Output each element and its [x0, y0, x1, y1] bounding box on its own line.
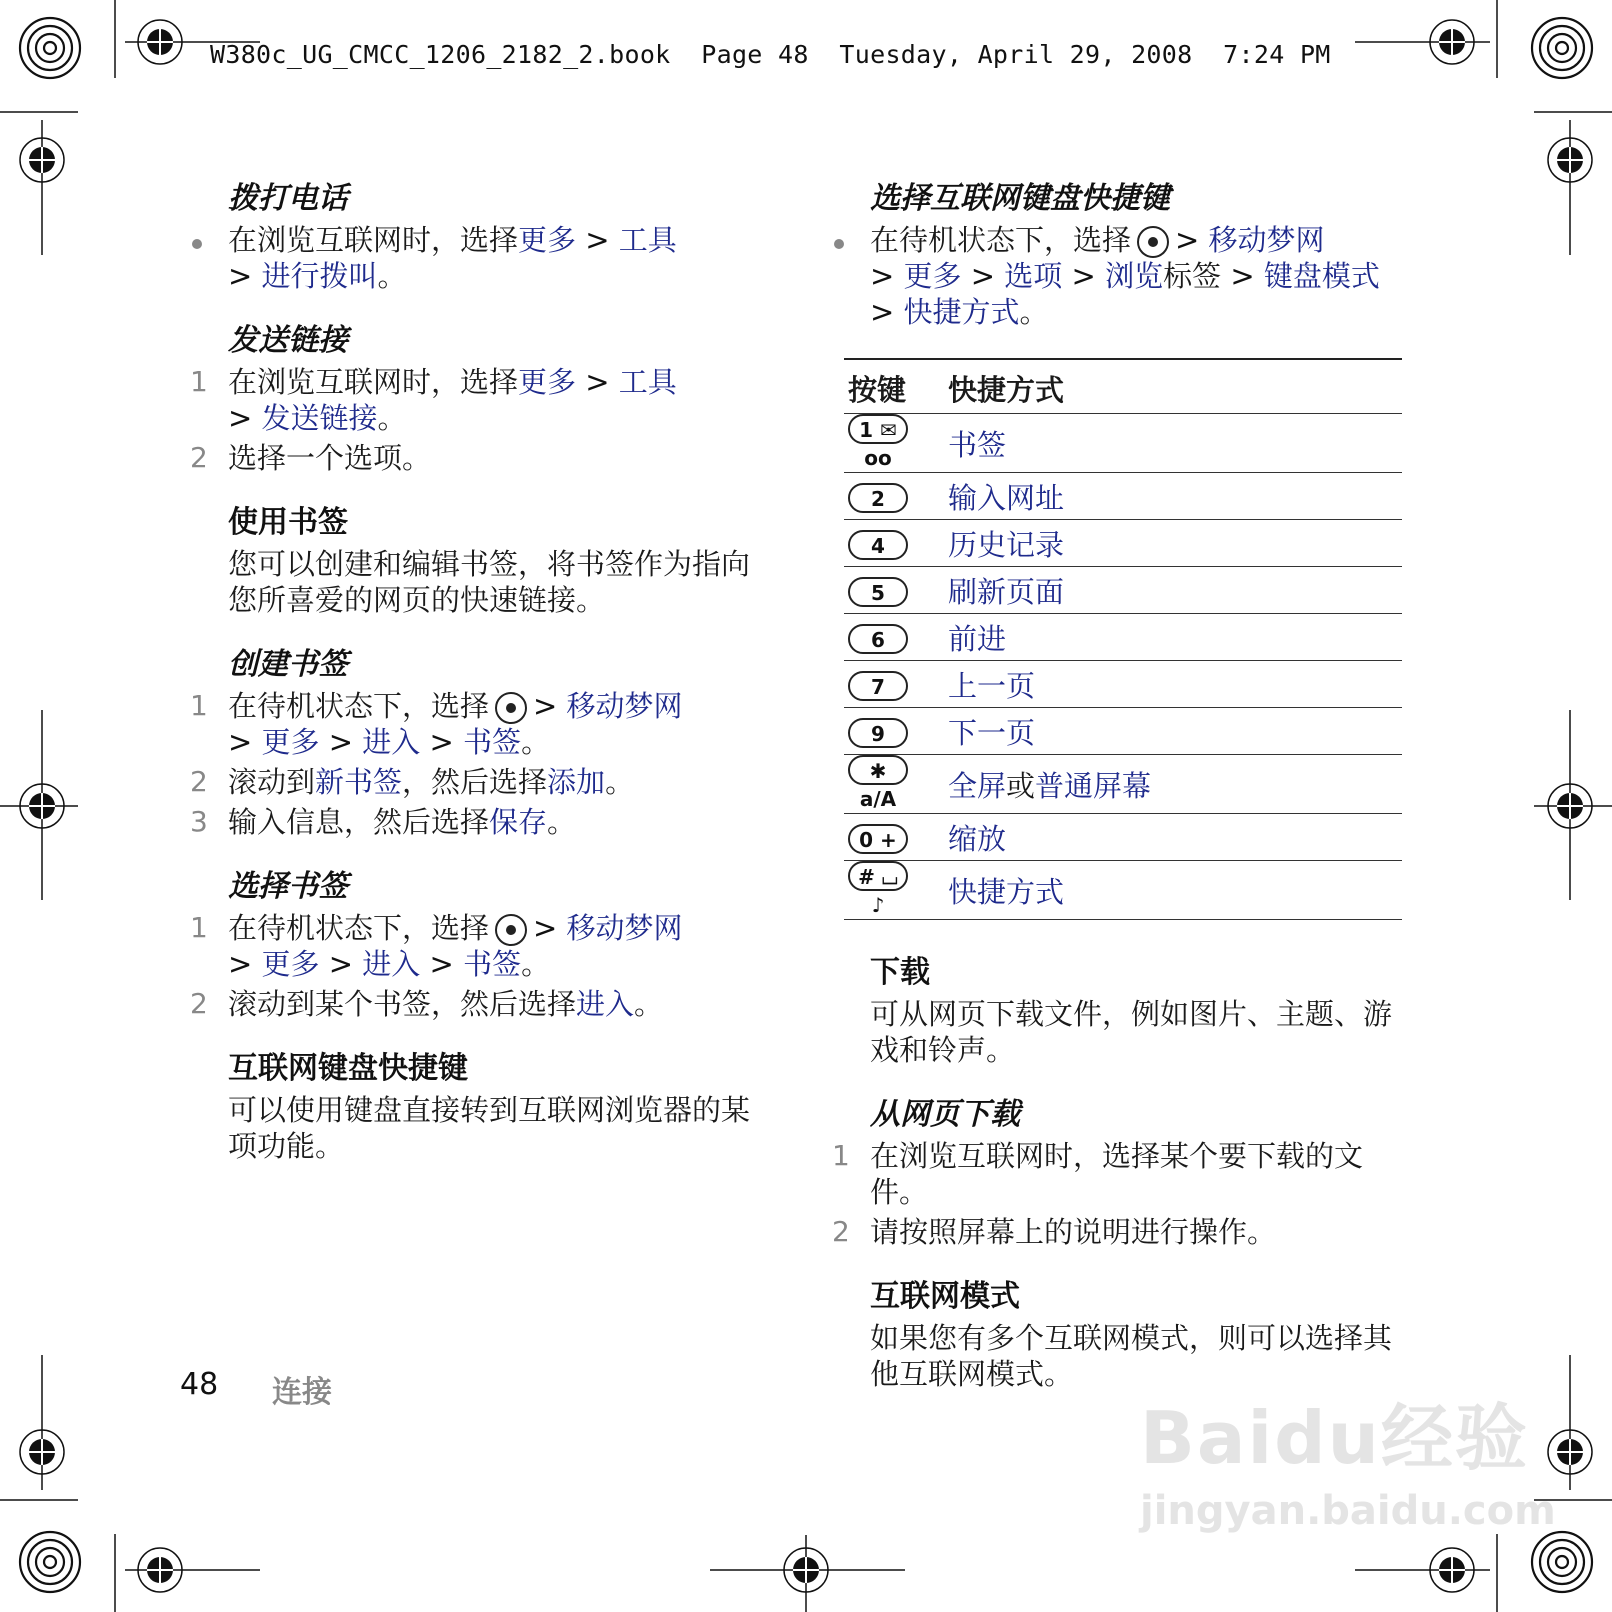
menu-link: 移动梦网 — [566, 689, 683, 723]
menu-link: 移动梦网 — [566, 911, 683, 945]
menu-link: 进入 — [362, 725, 421, 759]
section-download — [832, 954, 1432, 1068]
step-number: 1 — [190, 365, 208, 398]
column-header-shortcut: 快捷方式 — [944, 359, 1402, 414]
heading-send-link: 发送链接 — [228, 323, 348, 358]
shortcut-action: 上一页 — [944, 661, 1402, 708]
list-item: 2 滚动到新书签，然后选择添加。 — [190, 765, 635, 799]
bullet-icon — [832, 222, 870, 330]
shortcut-action: 历史记录 — [944, 520, 1402, 567]
menu-link: 更多 — [261, 947, 320, 981]
menu-link: 书签 — [463, 725, 522, 759]
list-item: 在待机状态下，选择 > 移动梦网 > 更多 > 选项 > 浏览标签 > 键盘模式 > 快捷方式。 — [832, 222, 1432, 330]
watermark-url: jingyan.baidu.com — [1140, 1488, 1556, 1534]
step-number: 3 — [190, 805, 208, 838]
list-item: 1 在浏览互联网时，选择更多 > 工具 > 发送链接。 — [190, 365, 677, 435]
heading-shortcuts: 互联网键盘快捷键 — [228, 1051, 468, 1086]
shortcut-table — [844, 358, 1402, 920]
right-column — [832, 180, 1432, 1420]
list-item: 2 滚动到某个书签，然后选择进入。 — [190, 987, 664, 1021]
menu-link: 工具 — [618, 223, 677, 257]
heading-internet-modes: 互联网模式 — [870, 1279, 1020, 1314]
keypad-key-icon: 0 + — [848, 824, 908, 854]
menu-link: 发送链接 — [261, 401, 378, 435]
heading-create-bookmark: 创建书签 — [228, 647, 348, 682]
watermark-logo: Baidu经验 — [1140, 1396, 1529, 1480]
step-number: 2 — [190, 987, 208, 1020]
keypad-key-icon: 7 — [848, 671, 908, 701]
menu-link: 选项 — [1004, 259, 1063, 293]
keypad-key-icon: 6 — [848, 624, 908, 654]
table-row — [844, 814, 1402, 861]
menu-link: 进入 — [576, 987, 635, 1021]
shortcut-action: 快捷方式 — [944, 861, 1402, 920]
keypad-key-icon: 1 ✉oo — [848, 414, 908, 444]
menu-link: 快捷方式 — [903, 295, 1020, 329]
navigation-key-icon — [1137, 226, 1169, 258]
table-row — [844, 567, 1402, 614]
table-row — [844, 861, 1402, 920]
paragraph: 可从网页下载文件，例如图片、主题、游戏和铃声。 — [870, 997, 1393, 1067]
step-number: 2 — [190, 765, 208, 798]
step-number: 2 — [832, 1215, 850, 1248]
menu-link: 更多 — [261, 725, 320, 759]
left-column — [190, 180, 790, 1192]
menu-link: 键盘模式 — [1263, 259, 1380, 293]
step-number: 2 — [190, 441, 208, 474]
menu-link: 移动梦网 — [1208, 223, 1325, 257]
list-item: 1 在浏览互联网时，选择某个要下载的文件。 — [832, 1139, 1364, 1209]
navigation-key-icon — [495, 914, 527, 946]
page-number: 48 — [180, 1367, 219, 1402]
section-bookmarks — [190, 504, 790, 618]
menu-link: 保存 — [489, 805, 548, 839]
menu-link: 更多 — [518, 365, 577, 399]
menu-link: 进行拨叫 — [261, 259, 378, 293]
section-choose-shortcut — [832, 180, 1432, 330]
shortcut-action: 输入网址 — [944, 473, 1402, 520]
table-row — [844, 708, 1402, 755]
shortcut-action: 刷新页面 — [944, 567, 1402, 614]
keypad-key-icon: 9 — [848, 718, 908, 748]
table-row — [844, 755, 1402, 814]
menu-link: 浏览 — [1105, 259, 1164, 293]
bullet-icon — [190, 222, 228, 294]
menu-link: 进入 — [362, 947, 421, 981]
step-number: 1 — [190, 911, 208, 944]
heading-bookmarks: 使用书签 — [228, 505, 348, 540]
section-download-from-page — [832, 1096, 1432, 1250]
section-label: 连接 — [272, 1375, 332, 1410]
list-item: 2 请按照屏幕上的说明进行操作。 — [832, 1215, 1277, 1249]
navigation-key-icon — [495, 692, 527, 724]
shortcut-action: 全屏或普通屏幕 — [944, 755, 1402, 814]
heading-choose-shortcut: 选择互联网键盘快捷键 — [870, 181, 1170, 216]
keypad-key-icon: 5 — [848, 577, 908, 607]
section-shortcuts — [190, 1050, 790, 1164]
step-number: 1 — [832, 1139, 850, 1172]
heading-call: 拨打电话 — [228, 181, 348, 216]
shortcut-action: 下一页 — [944, 708, 1402, 755]
menu-link: 添加 — [547, 765, 606, 799]
table-row — [844, 614, 1402, 661]
table-row — [844, 661, 1402, 708]
list-item: 3 输入信息，然后选择保存。 — [190, 805, 577, 839]
shortcut-action: 前进 — [944, 614, 1402, 661]
watermark — [1140, 1380, 1556, 1534]
menu-link: 书签 — [463, 947, 522, 981]
column-header-key: 按键 — [844, 359, 944, 414]
paragraph: 您可以创建和编辑书签，将书签作为指向您所喜爱的网页的快速链接。 — [228, 547, 751, 617]
menu-link: 新书签 — [315, 765, 403, 799]
page-header: W380c_UG_CMCC_1206_2182_2.book Page 48 Tuesday, April 29, 2008 7:24 PM — [210, 40, 1331, 69]
shortcut-action: 书签 — [944, 414, 1402, 473]
section-internet-modes — [832, 1278, 1432, 1392]
list-item: 1 在待机状态下，选择 > 移动梦网 > 更多 > 进入 > 书签。 — [190, 689, 683, 759]
table-row — [844, 520, 1402, 567]
menu-link: 更多 — [903, 259, 962, 293]
table-row — [844, 473, 1402, 520]
keypad-key-icon: ✱ a/A — [848, 755, 908, 785]
shortcut-action: 缩放 — [944, 814, 1402, 861]
list-item: 1 在待机状态下，选择 > 移动梦网 > 更多 > 进入 > 书签。 — [190, 911, 683, 981]
step-number: 1 — [190, 689, 208, 722]
heading-download: 下载 — [870, 955, 930, 990]
paragraph: 如果您有多个互联网模式，则可以选择其他互联网模式。 — [870, 1321, 1393, 1391]
table-row — [844, 414, 1402, 473]
section-send-link — [190, 322, 790, 476]
paragraph: 可以使用键盘直接转到互联网浏览器的某项功能。 — [228, 1093, 751, 1163]
keypad-key-icon: 4 — [848, 530, 908, 560]
keypad-key-icon: # ⌴ ♪ — [848, 861, 908, 891]
menu-link: 更多 — [518, 223, 577, 257]
section-call — [190, 180, 790, 294]
section-select-bookmark — [190, 868, 790, 1022]
heading-download-from-page: 从网页下载 — [870, 1097, 1020, 1132]
section-create-bookmark — [190, 646, 790, 840]
menu-link: 工具 — [618, 365, 677, 399]
list-item: 在浏览互联网时，选择更多 > 工具 > 进行拨叫。 — [190, 222, 790, 294]
keypad-key-icon: 2 — [848, 483, 908, 513]
heading-select-bookmark: 选择书签 — [228, 869, 348, 904]
list-item: 2 选择一个选项。 — [190, 441, 432, 475]
